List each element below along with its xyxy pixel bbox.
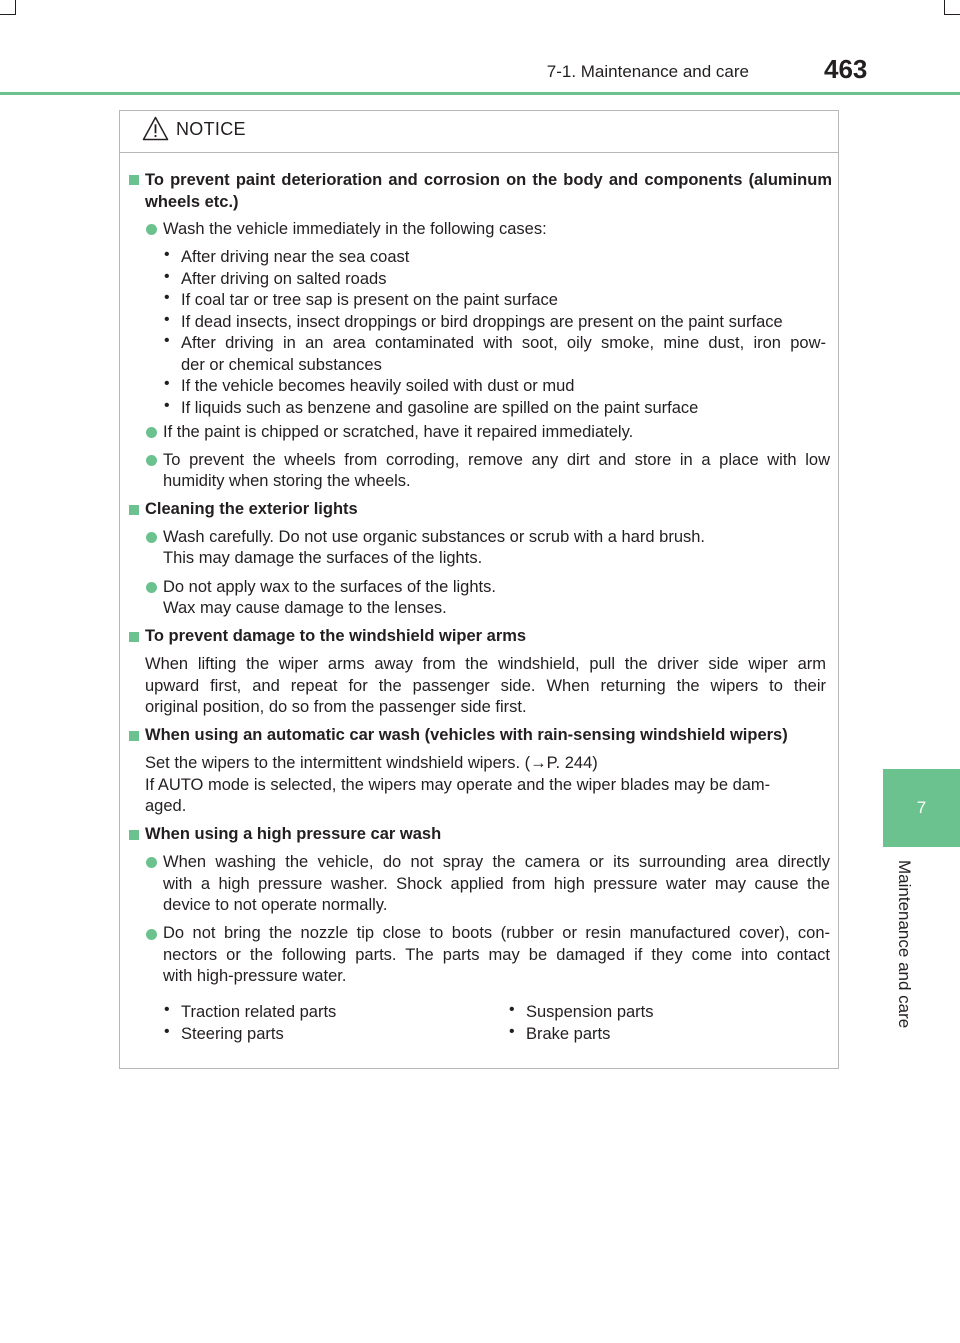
crop-mark — [944, 14, 960, 15]
section-heading: To prevent damage to the windshield wiper arms — [145, 627, 527, 645]
list-item: Wash the vehicle immediately in the following cases: — [163, 220, 547, 238]
round-bullet-icon — [146, 455, 157, 466]
notice-box — [119, 110, 839, 1069]
section-heading: To prevent paint deterioration and corrosion on the body and components (aluminum — [145, 171, 832, 189]
notice-label: NOTICE — [176, 119, 246, 139]
list-item: with high-pressure water. — [163, 967, 347, 985]
list-item: Wash carefully. Do not use organic substances or scrub with a hard brush. — [163, 528, 706, 546]
warning-icon — [142, 116, 169, 141]
list-item: Do not apply wax to the surfaces of the lights. — [163, 578, 496, 596]
body-text: aged. — [145, 797, 187, 815]
list-item: Do not bring the nozzle tip close to boots (rubber or resin manufactured cover), con- — [163, 924, 830, 942]
small-bullet-icon: • — [164, 332, 170, 349]
round-bullet-icon — [146, 224, 157, 235]
section-title: 7-1. Maintenance and care — [546, 62, 749, 81]
part-item: Brake parts — [526, 1025, 611, 1043]
square-bullet-icon — [129, 830, 139, 840]
square-bullet-icon — [129, 175, 139, 185]
list-item: Wax may cause damage to the lenses. — [163, 599, 447, 617]
round-bullet-icon — [146, 857, 157, 868]
section-heading: When using a high pressure car wash — [145, 825, 442, 843]
crop-mark — [15, 0, 16, 14]
small-bullet-icon: • — [164, 375, 170, 392]
round-bullet-icon — [146, 532, 157, 543]
body-text: original position, do so from the passenger side first. — [145, 698, 527, 716]
header-rule — [0, 92, 960, 95]
square-bullet-icon — [129, 505, 139, 515]
small-bullet-icon: • — [164, 1023, 170, 1040]
round-bullet-icon — [146, 582, 157, 593]
sub-list-item: After driving in an area contaminated with soot, oily smoke, mine dust, iron pow- — [181, 334, 826, 352]
list-item: To prevent the wheels from corroding, remove any dirt and store in a place with low — [163, 451, 830, 469]
body-text: Set the wipers to the intermittent windshield wipers. (→P. 244) — [145, 754, 598, 772]
square-bullet-icon — [129, 731, 139, 741]
small-bullet-icon: • — [164, 1001, 170, 1018]
section-heading: wheels etc.) — [145, 193, 239, 211]
square-bullet-icon — [129, 632, 139, 642]
crop-mark — [944, 0, 945, 14]
list-item: When washing the vehicle, do not spray the camera or its surrounding area directly — [163, 853, 830, 871]
round-bullet-icon — [146, 427, 157, 438]
small-bullet-icon: • — [164, 268, 170, 285]
sub-list-item: After driving on salted roads — [181, 270, 387, 288]
chapter-label: Maintenance and care — [895, 860, 914, 1029]
list-item: nectors or the following parts. The parts may be damaged if they come into contact — [163, 946, 830, 964]
part-item: Steering parts — [181, 1025, 284, 1043]
chapter-tab: 7 — [883, 769, 960, 847]
section-heading: When using an automatic car wash (vehicles with rain-sensing windshield wipers) — [145, 726, 788, 744]
sub-list-item: der or chemical substances — [181, 356, 382, 374]
list-item: device to not operate normally. — [163, 896, 388, 914]
small-bullet-icon: • — [164, 311, 170, 328]
small-bullet-icon: • — [164, 246, 170, 263]
sub-list-item: If coal tar or tree sap is present on the paint surface — [181, 291, 558, 309]
part-item: Traction related parts — [181, 1003, 337, 1021]
small-bullet-icon: • — [509, 1001, 515, 1018]
sub-list-item: If the vehicle becomes heavily soiled with dust or mud — [181, 377, 575, 395]
body-text: When lifting the wiper arms away from the windshield, pull the driver side wiper arm — [145, 655, 826, 673]
list-item: If the paint is chipped or scratched, have it repaired immediately. — [163, 423, 634, 441]
body-text: upward first, and repeat for the passenger side. When returning the wipers to their — [145, 677, 826, 695]
page-number: 463 — [824, 54, 868, 84]
sub-list-item: After driving near the sea coast — [181, 248, 410, 266]
list-item: This may damage the surfaces of the lights. — [163, 549, 483, 567]
small-bullet-icon: • — [164, 397, 170, 414]
notice-header — [120, 111, 838, 153]
sub-list-item: If liquids such as benzene and gasoline are spilled on the paint surface — [181, 399, 699, 417]
list-item: with a high pressure washer. Shock applied from high pressure water may cause the — [163, 875, 830, 893]
small-bullet-icon: • — [164, 289, 170, 306]
crop-mark — [0, 14, 16, 15]
small-bullet-icon: • — [509, 1023, 515, 1040]
list-item: humidity when storing the wheels. — [163, 472, 411, 490]
section-heading: Cleaning the exterior lights — [145, 500, 358, 518]
part-item: Suspension parts — [526, 1003, 654, 1021]
body-text: If AUTO mode is selected, the wipers may operate and the wiper blades may be dam- — [145, 776, 771, 794]
sub-list-item: If dead insects, insect droppings or bird droppings are present on the paint surface — [181, 313, 783, 331]
round-bullet-icon — [146, 929, 157, 940]
